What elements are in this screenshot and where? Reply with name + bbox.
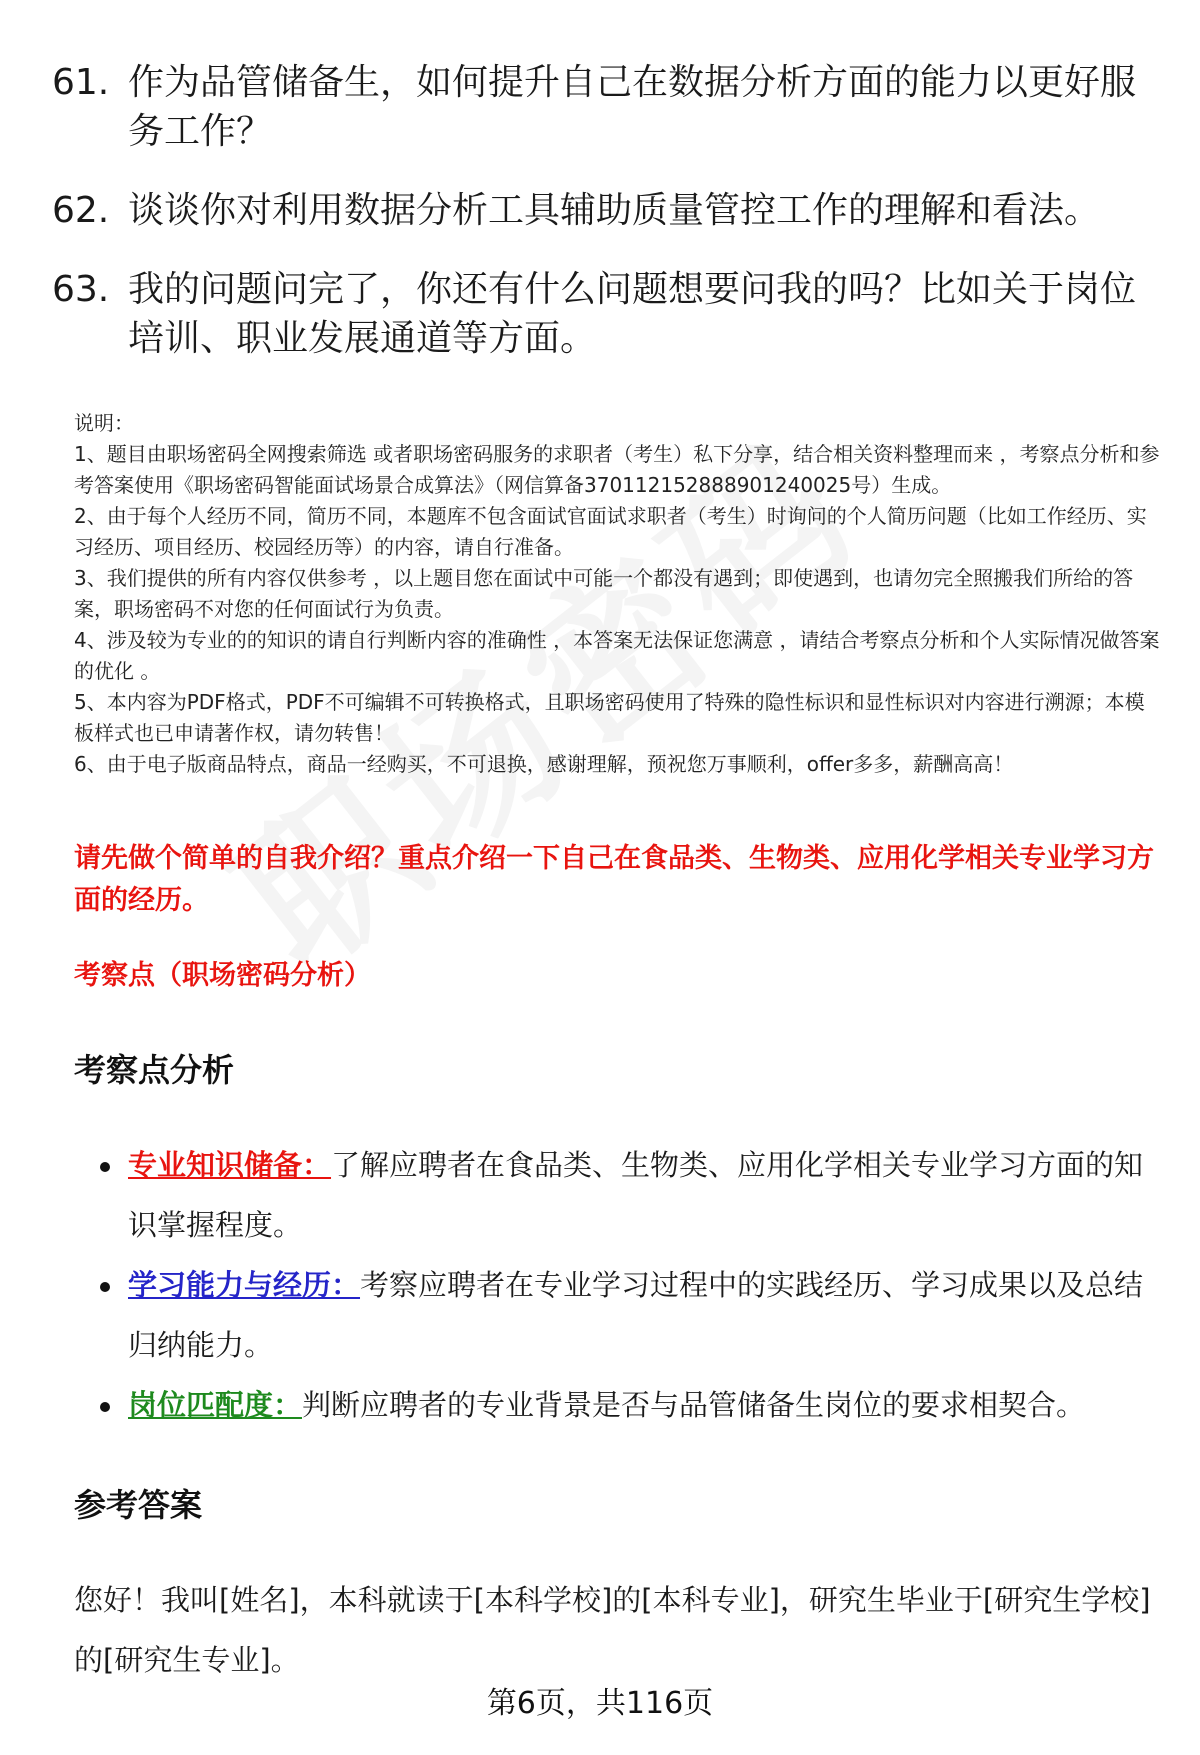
analysis-key: 专业知识储备：: [128, 1148, 332, 1182]
page-footer: 第6页，共116页: [486, 1686, 714, 1721]
bullet-icon: [100, 1162, 110, 1172]
focus-label: 考察点（职场密码分析）: [74, 960, 371, 991]
analysis-item: [100, 1255, 1160, 1375]
note-item: 1、题目由职场密码全网搜索筛选 或者职场密码服务的求职者（考生）私下分享，结合相关资料整理而来 ，考察点分析和参考答案使用《职场密码智能面试场景合成算法》（网信算备370112152888901240025号）生成。: [74, 442, 1160, 497]
analysis-heading: 考察点分析: [74, 1051, 235, 1089]
question-list: [52, 58, 1152, 393]
note-item: 3、我们提供的所有内容仅供参考 ，以上题目您在面试中可能一个都没有遇到；即使遇到，也请勿完全照搬我们所给的答案，职场密码不对您的任何面试行为负责。: [74, 566, 1134, 621]
question-text: 谈谈你对利用数据分析工具辅助质量管控工作的理解和看法。: [128, 190, 1101, 231]
question-text: 作为品管储备生，如何提升自己在数据分析方面的能力以更好服务工作？: [128, 62, 1137, 152]
main-question: 请先做个简单的自我介绍？重点介绍一下自己在食品类、生物类、应用化学相关专业学习方面的经历。: [74, 843, 1154, 916]
note-item: 4、涉及较为专业的的知识的请自行判断内容的准确性 ，本答案无法保证您满意 ，请结合考察点分析和个人实际情况做答案的优化 。: [74, 628, 1160, 683]
question-item: [52, 186, 1152, 235]
bullet-icon: [100, 1402, 110, 1412]
bullet-icon: [100, 1282, 110, 1292]
question-number: 62.: [52, 190, 110, 231]
question-number: 61.: [52, 62, 110, 103]
analysis-key: 学习能力与经历：: [128, 1268, 361, 1302]
analysis-text: 考察应聘者在专业学习过程中的实践经历、学习成果以及总结归纳能力。: [128, 1268, 1144, 1362]
question-text: 我的问题问完了，你还有什么问题想要问我的吗？比如关于岗位培训、职业发展通道等方面。: [128, 269, 1137, 359]
answer-text: 您好！我叫[姓名]，本科就读于[本科学校]的[本科专业]，研究生毕业于[研究生学校]的[研究生专业]。: [74, 1583, 1151, 1677]
analysis-item: [100, 1135, 1160, 1255]
notes-section: [74, 408, 1160, 780]
note-item: 2、由于每个人经历不同，简历不同，本题库不包含面试官面试求职者（考生）时询问的个人简历问题（比如工作经历、实习经历、项目经历、校园经历等）的内容，请自行准备。: [74, 504, 1147, 559]
notes-title: 说明：: [74, 411, 134, 435]
question-item: [52, 265, 1152, 363]
analysis-text: 了解应聘者在食品类、生物类、应用化学相关专业学习方面的知识掌握程度。: [128, 1148, 1144, 1242]
note-item: 6、由于电子版商品特点，商品一经购买，不可退换，感谢理解，预祝您万事顺利，offer多多，薪酬高高！: [74, 752, 1014, 776]
analysis-text: 判断应聘者的专业背景是否与品管储备生岗位的要求相契合。: [302, 1388, 1086, 1422]
question-item: [52, 58, 1152, 156]
analysis-item: [100, 1375, 1160, 1435]
answer-heading: 参考答案: [74, 1486, 203, 1524]
analysis-key: 岗位匹配度：: [128, 1388, 303, 1422]
note-item: 5、本内容为PDF格式，PDF不可编辑不可转换格式，且职场密码使用了特殊的隐性标识和显性标识对内容进行溯源；本模板样式也已申请著作权，请勿转售！: [74, 690, 1145, 745]
analysis-list: [100, 1135, 1160, 1435]
question-number: 63.: [52, 269, 110, 310]
